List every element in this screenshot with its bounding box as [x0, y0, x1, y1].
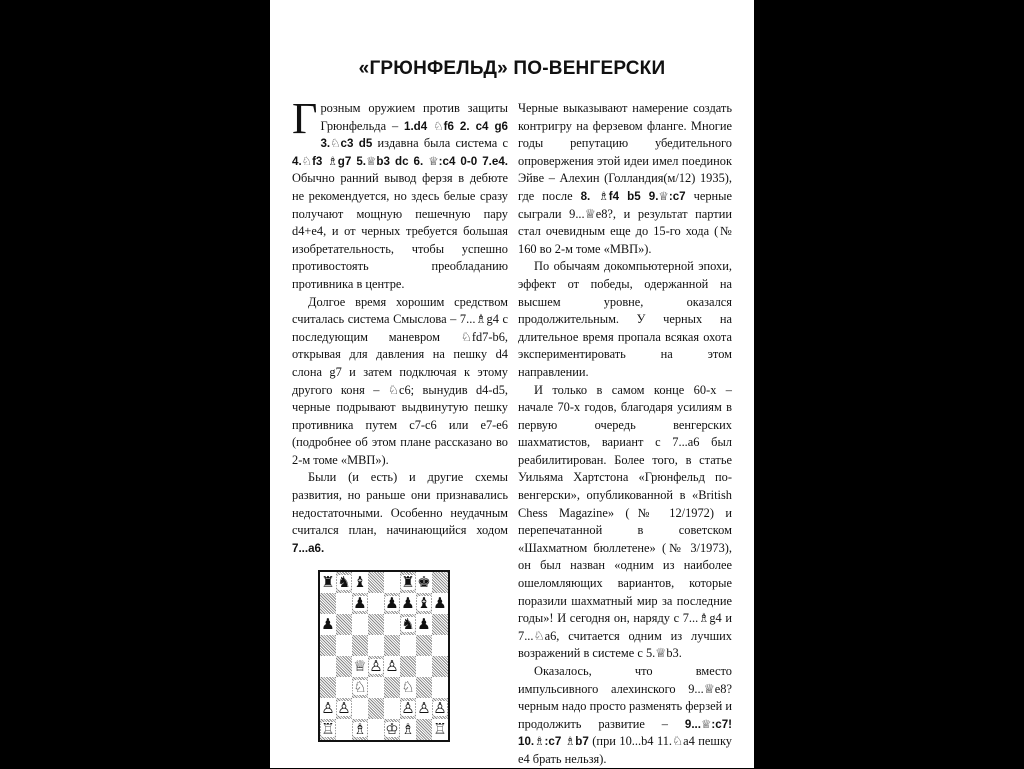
chess-piece-icon: ♗ [353, 720, 367, 738]
board-square [432, 677, 448, 698]
board-square [368, 572, 384, 593]
board-square [368, 719, 384, 740]
board-square [352, 635, 368, 656]
board-square [352, 572, 368, 593]
chess-piece-icon: ♖ [321, 720, 335, 738]
chess-piece-icon: ♝ [417, 594, 431, 612]
board-square [368, 635, 384, 656]
board-square [320, 698, 336, 719]
chess-piece-icon: ♙ [417, 699, 431, 717]
chess-piece-icon: ♙ [369, 657, 383, 675]
board-square [352, 614, 368, 635]
board-square [432, 593, 448, 614]
chess-piece-icon: ♙ [321, 699, 335, 717]
chess-piece-icon: ♟ [401, 594, 415, 612]
board-square [352, 719, 368, 740]
chess-move-notation: 1.d4 ♘f6 2. c4 g6 3.♘c3 d5 [320, 119, 508, 151]
board-square [352, 677, 368, 698]
board-square [432, 719, 448, 740]
board-square [320, 677, 336, 698]
board-square [416, 635, 432, 656]
chess-piece-icon: ♟ [321, 615, 335, 633]
board-square [416, 572, 432, 593]
chess-piece-icon: ♟ [353, 594, 367, 612]
board-square [432, 614, 448, 635]
chess-move-notation: 8. ♗f4 b5 9.♕:c7 [580, 189, 686, 203]
board-square [400, 698, 416, 719]
board-square [336, 719, 352, 740]
paragraph-2 [292, 294, 508, 470]
chess-diagram [318, 570, 450, 742]
paragraph-4 [518, 100, 732, 258]
chess-piece-icon: ♗ [401, 720, 415, 738]
board-square [432, 635, 448, 656]
paragraph-5 [518, 258, 732, 381]
chess-piece-icon: ♟ [433, 594, 447, 612]
text-run: По обычаям докомпьютерной эпохи, эффект от победы, одержанной на высшем уровне, оказался продолжительным. У черных на длительное время пропала всякая охота экспериментировать на этом направлении. [518, 259, 732, 379]
chess-piece-icon: ♜ [401, 573, 415, 591]
board-square [368, 614, 384, 635]
board-square [400, 614, 416, 635]
chess-piece-icon: ♟ [385, 594, 399, 612]
board-square [336, 656, 352, 677]
chess-move-notation: 9...♕:c7! 10.♗:c7 ♗b7 [518, 717, 732, 749]
board-square [416, 698, 432, 719]
board-square [416, 656, 432, 677]
board-square [368, 593, 384, 614]
board-square [336, 635, 352, 656]
chess-piece-icon: ♞ [337, 573, 351, 591]
board-square [384, 593, 400, 614]
board-square [368, 677, 384, 698]
chess-piece-icon: ♔ [385, 720, 399, 738]
board-square [336, 698, 352, 719]
chess-piece-icon: ♚ [417, 573, 431, 591]
text-run: Черные выказывают намерение создать контригру на ферзевом фланге. Многие годы репутацию убедительного опровержения этой идеи имел поединок Эйве – Алехин (Голландия(м/12) 1935), где после [518, 101, 732, 203]
board-square [384, 572, 400, 593]
board-square [400, 656, 416, 677]
paragraph-6 [518, 382, 732, 664]
board-square [416, 719, 432, 740]
chess-piece-icon: ♕ [353, 657, 367, 675]
board-square [400, 719, 416, 740]
paragraph-3 [292, 469, 508, 557]
drop-cap: Г [292, 94, 318, 143]
board-square [352, 593, 368, 614]
left-column [292, 94, 508, 557]
board-square [384, 635, 400, 656]
board-square [384, 719, 400, 740]
board-square [368, 656, 384, 677]
board-square [400, 593, 416, 614]
board-square [384, 677, 400, 698]
paragraph-1 [292, 94, 508, 294]
chess-piece-icon: ♞ [401, 615, 415, 633]
board-square [336, 614, 352, 635]
board-square [384, 656, 400, 677]
board-square [400, 677, 416, 698]
chess-piece-icon: ♙ [433, 699, 447, 717]
board-square [320, 656, 336, 677]
board-square [432, 698, 448, 719]
board-square [416, 614, 432, 635]
paragraph-7 [518, 663, 732, 769]
chess-piece-icon: ♜ [321, 573, 335, 591]
board-square [400, 635, 416, 656]
chess-piece-icon: ♖ [433, 720, 447, 738]
text-run: Обычно ранний вывод ферзя в дебюте не рекомендуется, но здесь белые сразу получают мощную пешечную пару d4+e4, и от черных требуется большая изобретательность, чтобы успешно противостоять преобладанию противника в центре. [292, 171, 508, 291]
board-square [320, 593, 336, 614]
board-square [320, 719, 336, 740]
chess-move-notation: 4.♘f3 ♗g7 5.♕b3 dc 6. ♕:c4 0-0 7.e4. [292, 154, 508, 168]
board-square [400, 572, 416, 593]
text-run: Долгое время хорошим средством считалась система Смыслова – 7...♗g4 с последующим маневром ♘fd7-b6, открывая для давления на пешку d4 слона g7 и затем подключая к этому другого коня – ♘c6; вынудив d4-d5, черные подрывают выдвинутую пешку противника путем c7-c6 или e7-e6 (подробнее об этом плане рассказано во 2-м томе «МВП»). [292, 294, 508, 467]
book-page [270, 0, 754, 768]
chess-piece-icon: ♘ [353, 678, 367, 696]
page-title: «ГРЮНФЕЛЬД» ПО-ВЕНГЕРСКИ [358, 58, 666, 79]
board-square [320, 635, 336, 656]
board-square [432, 656, 448, 677]
board-square [320, 572, 336, 593]
board-square [352, 656, 368, 677]
right-column [518, 100, 732, 769]
chess-piece-icon: ♘ [401, 678, 415, 696]
text-run: Оказалось, что вместо импульсивного алехинского 9...♕e8? черным надо просто разменять ферзей и продолжить развитие – [518, 664, 732, 731]
chess-piece-icon: ♟ [417, 615, 431, 633]
chess-piece-icon: ♙ [401, 699, 415, 717]
text-run: Были (и есть) и другие схемы развития, но раньше они признавались недостаточными. Особенно неудачным считался план, начинающийся ходом [292, 470, 508, 538]
chess-piece-icon: ♙ [385, 657, 399, 675]
text-run: (при 10...b4 11.♘a4 пешку e4 брать нельзя). [518, 734, 732, 766]
board-square [432, 572, 448, 593]
chess-board [318, 570, 450, 742]
board-square [352, 698, 368, 719]
board-square [368, 698, 384, 719]
board-square [336, 593, 352, 614]
text-run: И только в самом конце 60-х – начале 70-х годов, благодаря усилиям в первую очередь венгерских шахматистов, вариант с 7...a6 был реабилитирован. Более того, в статье Уильяма Хартстона «Грюнфельд по-венгерски», опубликованной в «British Chess Magazine» (№ 12/1972) и перепечатанной в советском «Шахматном бюллетене» (№ 3/1973), он был назван «одним из наиболее ошеломляющих вариантов, которые поразили шахматный мир за последние годы»! И сегодня он, наряду с 7...♗g4 и 7...♘a6, считается одним из лучших возражений в системе с 5.♕b3. [518, 382, 732, 661]
board-square [384, 614, 400, 635]
board-square [384, 698, 400, 719]
chess-piece-icon: ♝ [353, 573, 367, 591]
board-square [416, 677, 432, 698]
board-square [336, 677, 352, 698]
board-square [336, 572, 352, 593]
text-run: черные сыграли 9...♕e8?, и результат партии стал очевидным еще до 15-го хода (№ 160 во 2-м томе «МВП»). [518, 188, 732, 256]
text-run: издавна была система с [372, 136, 508, 151]
board-square [320, 614, 336, 635]
chess-move-notation: 7...a6. [292, 541, 325, 555]
board-square [416, 593, 432, 614]
chess-piece-icon: ♙ [337, 699, 351, 717]
text-run: розным оружием против защиты Грюнфельда – [320, 101, 508, 133]
